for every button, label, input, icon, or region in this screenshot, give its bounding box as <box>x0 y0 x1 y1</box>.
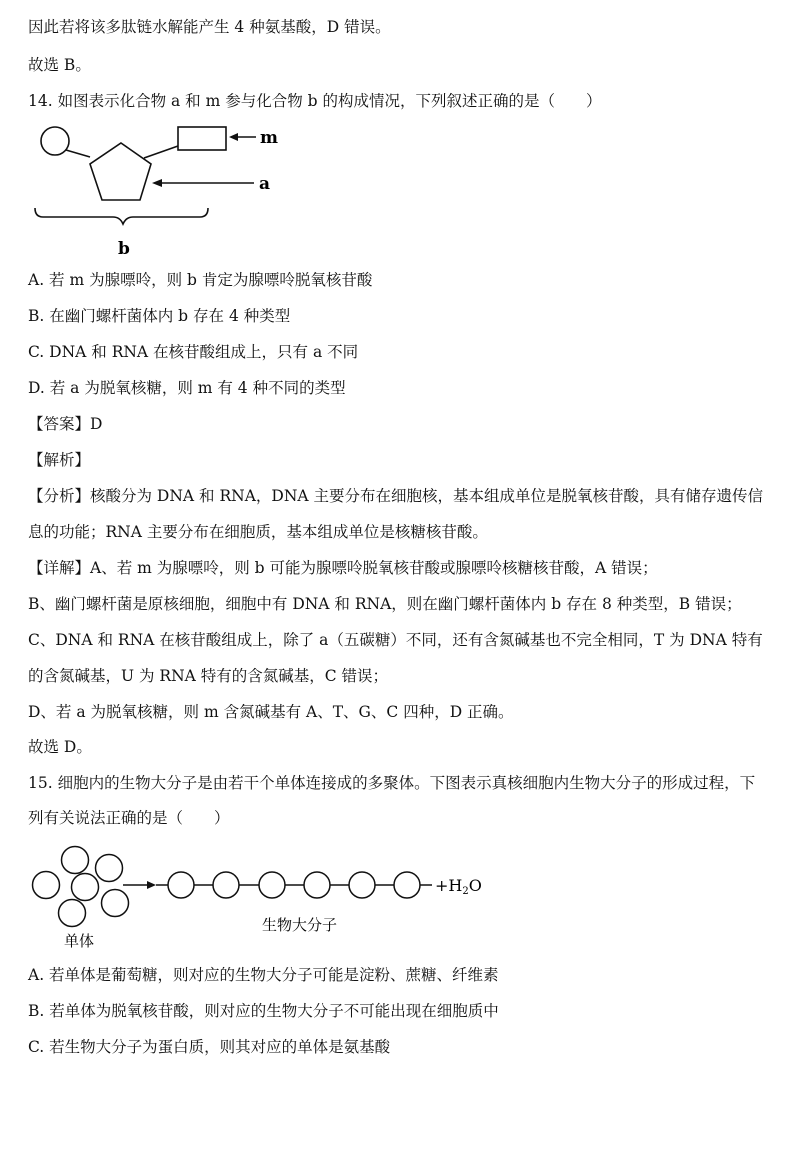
label-b: b <box>118 239 130 259</box>
polymer-unit <box>394 872 420 898</box>
base-bond <box>144 146 178 158</box>
q14-option-d: D. 若 a 为脱氧核糖，则 m 有 4 种不同的类型 <box>28 379 346 397</box>
label-a: a <box>259 174 271 194</box>
q14-option-c: C. DNA 和 RNA 在核苷酸组成上，只有 a 不同 <box>28 343 359 361</box>
detail-text-a: 【详解】A、若 m 为腺嘌呤，则 b 可能为腺嘌呤脱氧核苷酸或腺嘌呤核糖核苷酸，A 错误； <box>28 559 658 577</box>
q14-option-a: A. 若 m 为腺嘌呤，则 b 肯定为腺嘌呤脱氧核苷酸 <box>28 271 373 289</box>
polymer-unit <box>259 872 285 898</box>
q15-option-a: A. 若单体是葡萄糖，则对应的生物大分子可能是淀粉、蔗糖、纤维素 <box>28 966 499 984</box>
analysis-heading: 【解析】 <box>28 451 91 469</box>
nucleotide-diagram <box>28 118 308 263</box>
monomer-circle <box>59 900 86 927</box>
polymer-unit <box>168 872 194 898</box>
polymer-unit <box>349 872 375 898</box>
phosphate-bond <box>66 150 90 157</box>
monomer-circle <box>102 890 129 917</box>
text-line-2: 故选 B。 <box>28 56 91 74</box>
question-15-stem-2: 列有关说法正确的是（ ） <box>28 809 230 827</box>
phosphate-circle <box>41 127 69 155</box>
label-plus-water: +H2O <box>435 876 482 897</box>
q15-option-b: B. 若单体为脱氧核苷酸，则对应的生物大分子不可能出现在细胞质中 <box>28 1002 499 1020</box>
arrow-a-head <box>152 179 162 187</box>
label-macromolecule: 生物大分子 <box>262 916 338 934</box>
pentose-pentagon <box>90 143 151 200</box>
monomer-circle <box>96 855 123 882</box>
answer-heading: 【答案】D <box>28 415 103 433</box>
q14-option-b: B. 在幽门螺杆菌体内 b 存在 4 种类型 <box>28 307 291 325</box>
detail-text-b: B、幽门螺杆菌是原核细胞，细胞中有 DNA 和 RNA，则在幽门螺杆菌体内 b 存在 8 种类型，B 错误； <box>28 595 742 613</box>
base-rectangle <box>178 127 226 150</box>
detail-text-c1: C、DNA 和 RNA 在核苷酸组成上，除了 a（五碳糖）不同，还有含氮碱基也不完全相同，T 为 DNA 特有 <box>28 631 763 649</box>
reaction-arrow-head <box>147 881 156 889</box>
question-15-stem-1: 15. 细胞内的生物大分子是由若干个单体连接成的多聚体。下图表示真核细胞内生物大分子的形成过程，下 <box>28 774 756 792</box>
polymer-diagram <box>28 840 508 955</box>
polymer-unit <box>304 872 330 898</box>
question-14-stem: 14. 如图表示化合物 a 和 m 参与化合物 b 的构成情况，下列叙述正确的是（ ） <box>28 92 602 110</box>
detail-text-c2: 的含氮碱基，U 为 RNA 特有的含氮碱基，C 错误； <box>28 667 389 685</box>
monomer-circle <box>33 872 60 899</box>
detail-text-d: D、若 a 为脱氧核糖，则 m 含氮碱基有 A、T、G、C 四种，D 正确。 <box>28 703 514 721</box>
analysis-text-2: 息的功能；RNA 主要分布在细胞质，基本组成单位是核糖核苷酸。 <box>28 523 488 541</box>
label-monomer: 单体 <box>64 932 95 950</box>
monomer-circle <box>72 874 99 901</box>
answer-choice-d: 故选 D。 <box>28 738 92 756</box>
text-line-1: 因此若将该多肽链水解能产生 4 种氨基酸，D 错误。 <box>28 18 391 36</box>
arrow-m-head <box>229 133 238 141</box>
analysis-text-1: 【分析】核酸分为 DNA 和 RNA，DNA 主要分布在细胞核，基本组成单位是脱氧核苷酸，具有储存遗传信 <box>28 487 764 505</box>
q15-option-c: C. 若生物大分子为蛋白质，则其对应的单体是氨基酸 <box>28 1038 391 1056</box>
brace-b <box>35 208 208 224</box>
polymer-unit <box>213 872 239 898</box>
monomer-circle <box>62 847 89 874</box>
label-m: m <box>260 128 278 148</box>
